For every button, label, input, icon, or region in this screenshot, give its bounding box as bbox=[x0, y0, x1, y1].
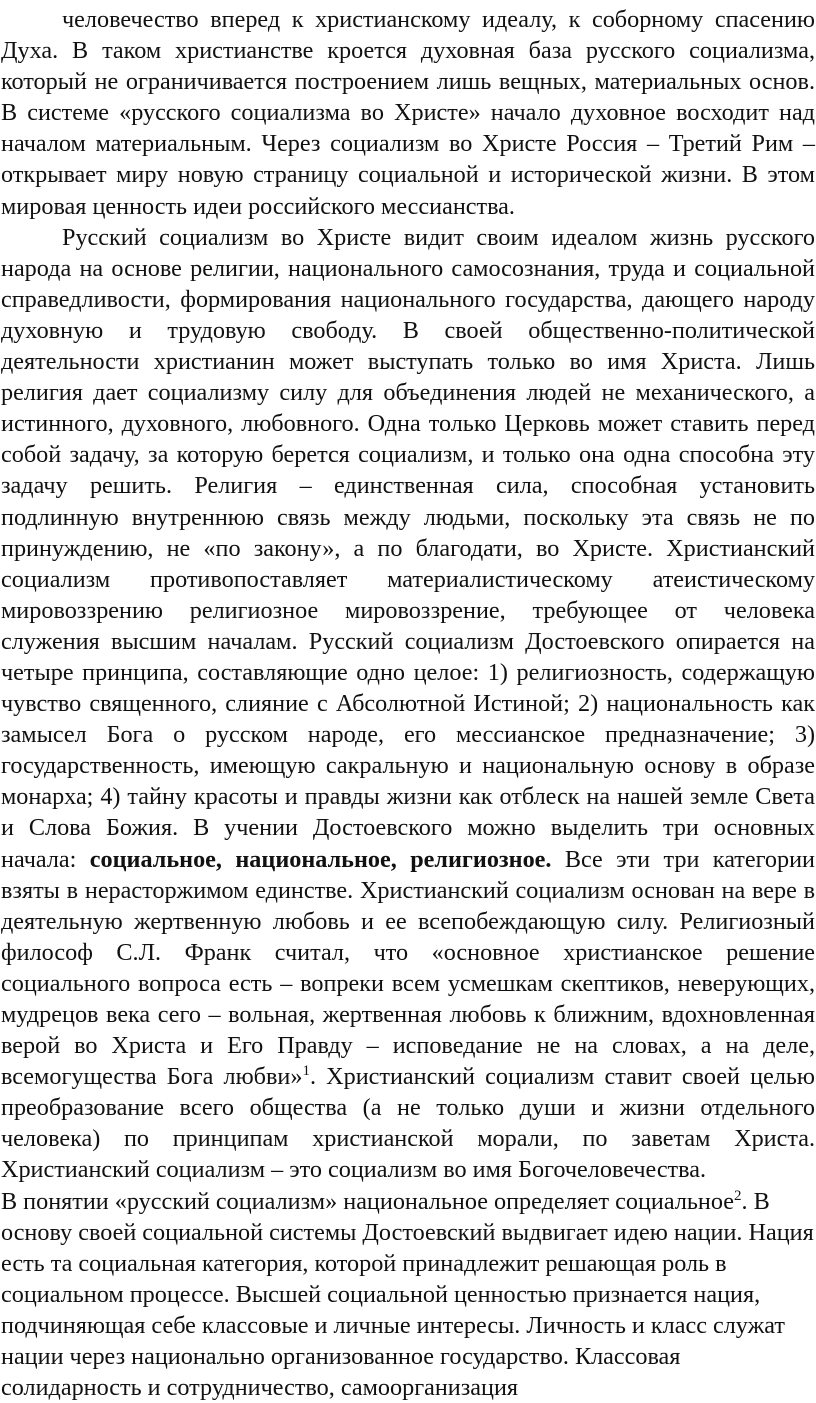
paragraph-1-text: человечество вперед к христианскому идеалу, к соборному спасению Духа. В таком христианстве кроется духовная база русского социализма, который не ограничивается построением лишь вещных, материальных основ. В системе «русского социализма во Христе» начало духовное восходит над началом материальным. Через социализм во Христе Россия – Третий Рим – открывает миру новую страницу социальной и исторической жизни. В этом мировая ценность идеи российского мессианства. bbox=[1, 6, 815, 220]
paragraph-2 bbox=[1, 222, 815, 1186]
paragraph-2-text-start: Русский социализм во Христе видит своим идеалом жизнь русского народа на основе религии, национального самосознания, труда и социальной справедливости, формирования национального государства, дающего народу духовную и трудовую свободу. В своей общественно-политической деятельности христианин может выступать только во имя Христа. Лишь религия дает социализму силу для объединения людей не механического, а истинного, духовного, любовного. Одна только Церковь может ставить перед собой задачу, за которую берется социализм, и только она одна способна эту задачу решить. Религия – единственная сила, способная установить подлинную внутреннюю связь между людьми, поскольку эта связь не по принуждению, не «по закону», а по благодати, во Христе. Христианский социализм противопоставляет материалистическому атеистическому мировоззрению религиозное мировоззрение, требующее от человека служения высшим началам. Русский социализм Достоевского опирается на четыре принципа, составляющие одно целое: 1) религиозность, содержащую чувство священного, слияние с Абсолютной Истиной; 2) национальность как замысел Бога о русском народе, его мессианское предназначение; 3) государственность, имеющую сакральную и национальную основу в образе монарха; 4) тайну красоты и правды жизни как отблеск на нашей земле Света и Слова Божия. В учении Достоевского можно выделить три основных начала: bbox=[1, 223, 815, 873]
paragraph-3 bbox=[1, 1186, 815, 1403]
footnote-marker-2: 2 bbox=[734, 1187, 742, 1204]
paragraph-2-bold-categories: социальное, национальное, религиозное. bbox=[89, 845, 552, 873]
paragraph-1 bbox=[1, 4, 815, 222]
footnote-marker-1: 1 bbox=[302, 1063, 310, 1080]
paragraph-3-text-start: В понятии «русский социализм» национальное определяет социальное bbox=[1, 1187, 734, 1215]
paragraph-2-text-middle: Все эти три категории взяты в нерасторжимом единстве. Христианский социализм основан на вере в деятельную жертвенную любовь и ее всепобеждающую силу. Религиозный философ С.Л. Франк считал, что «основное христианское решение социального вопроса есть – вопреки всем усмешкам скептиков, неверующих, мудрецов века сего – вольная, жертвенная любовь к ближним, вдохновленная верой во Христа и Его Правду – исповедание не на словах, а на деле, всемогущества Бога любви» bbox=[1, 845, 815, 1091]
paragraph-2-text-end: . Христианский социализм ставит своей целью преобразование всего общества (а не только души и жизни отдельного человека) по принципам христианской морали, по заветам Христа. Христианский социализм – это социализм во имя Богочеловечества. bbox=[1, 1063, 815, 1184]
paragraph-3-text-end: . В основу своей социальной системы Достоевский выдвигает идею нации. Нация есть та социальная категория, которой принадлежит решающая роль в социальном процессе. Высшей социальной ценностью признается нация, подчиняющая себе классовые и личные интересы. Личность и класс служат нации через национально организованное государство. Классовая солидарность и сотрудничество, самоорганизация bbox=[1, 1187, 814, 1402]
